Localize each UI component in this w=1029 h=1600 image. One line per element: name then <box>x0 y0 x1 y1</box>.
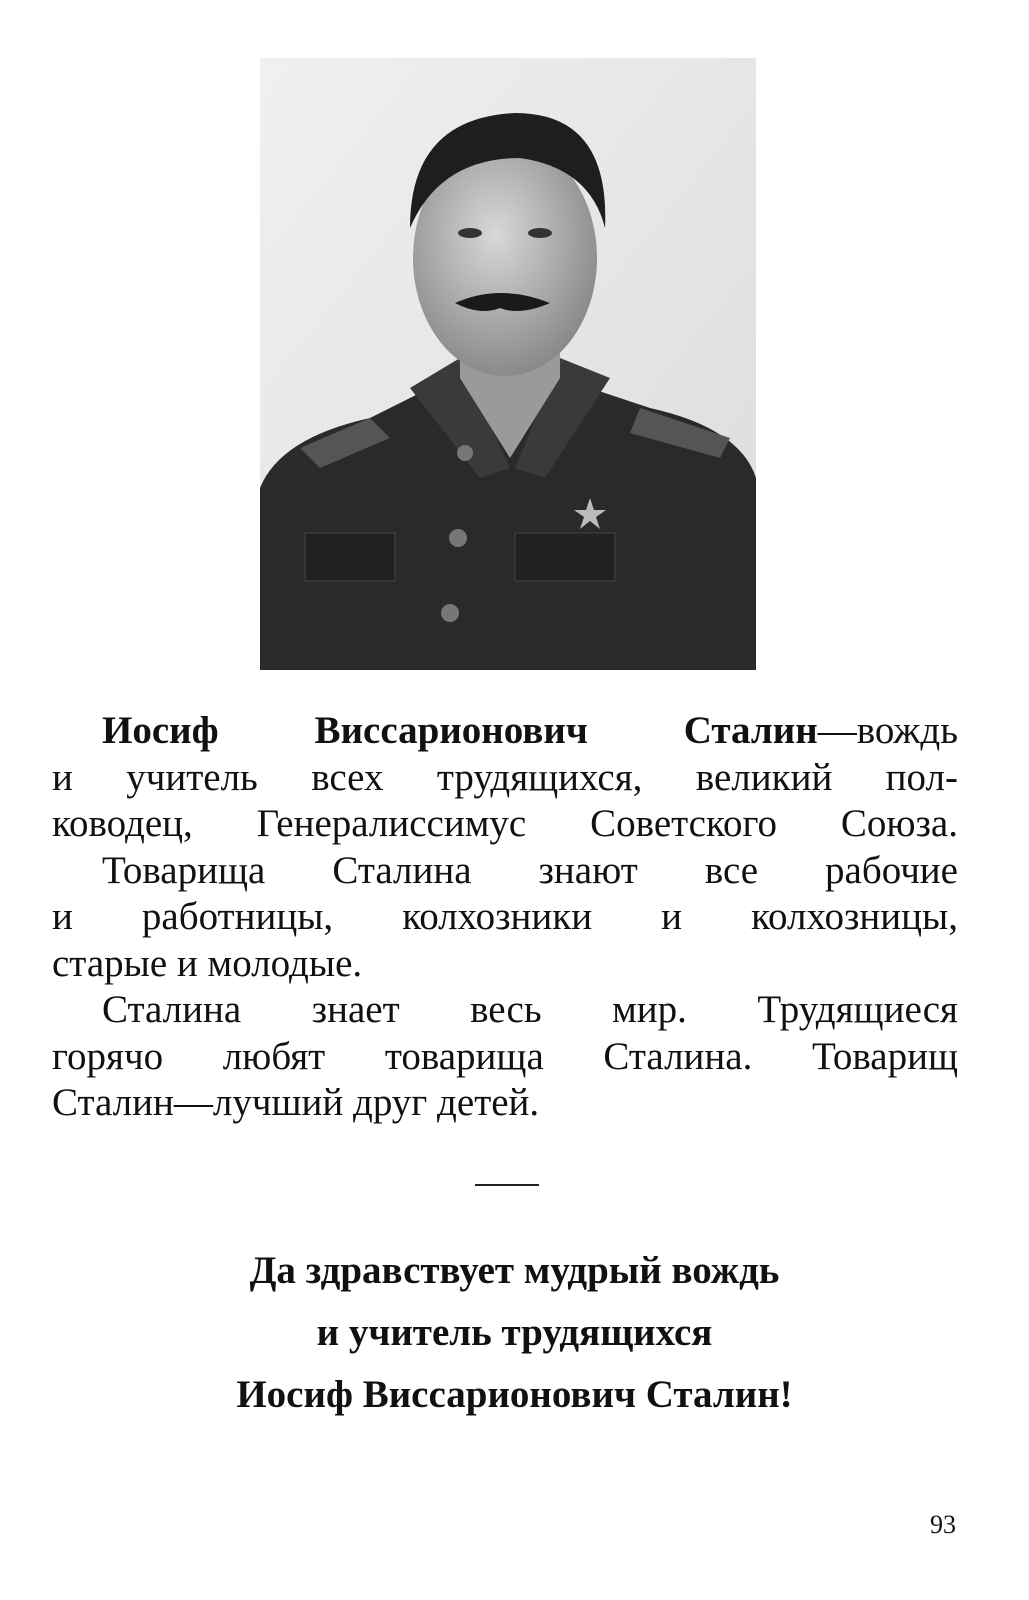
portrait-photo <box>260 58 756 670</box>
text-line: и работницы, колхозники и колхозницы, <box>52 895 958 938</box>
headline-line: Иосиф Виссарионович Сталин! <box>236 1373 793 1416</box>
lead-rest: —вождь <box>817 709 958 752</box>
body-text <box>52 708 958 1127</box>
section-divider <box>475 1184 539 1186</box>
text-line: старые и молодые. <box>52 941 363 985</box>
name-bold: Иосиф Виссарионович Сталин <box>102 709 818 752</box>
headline <box>0 1240 1029 1426</box>
text-line: Сталин—лучший друг детей. <box>52 1081 540 1124</box>
paragraph-1-line-1 <box>52 708 958 755</box>
text-line: Товарища Сталина знают все рабочие <box>102 848 958 892</box>
text-line: горячо любят товарища Сталина. Товарищ <box>52 1034 958 1078</box>
page-number: 93 <box>930 1510 956 1539</box>
headline-line: Да здравствует мудрый вождь <box>249 1249 780 1292</box>
headline-line: и учитель трудящихся <box>316 1311 713 1354</box>
text-line: Сталина знает весь мир. Трудящиеся <box>102 988 958 1031</box>
text-line: ководец, Генералиссимус Советского Союза. <box>52 802 958 845</box>
text-line: и учитель всех трудящихся, великий пол- <box>52 755 958 799</box>
